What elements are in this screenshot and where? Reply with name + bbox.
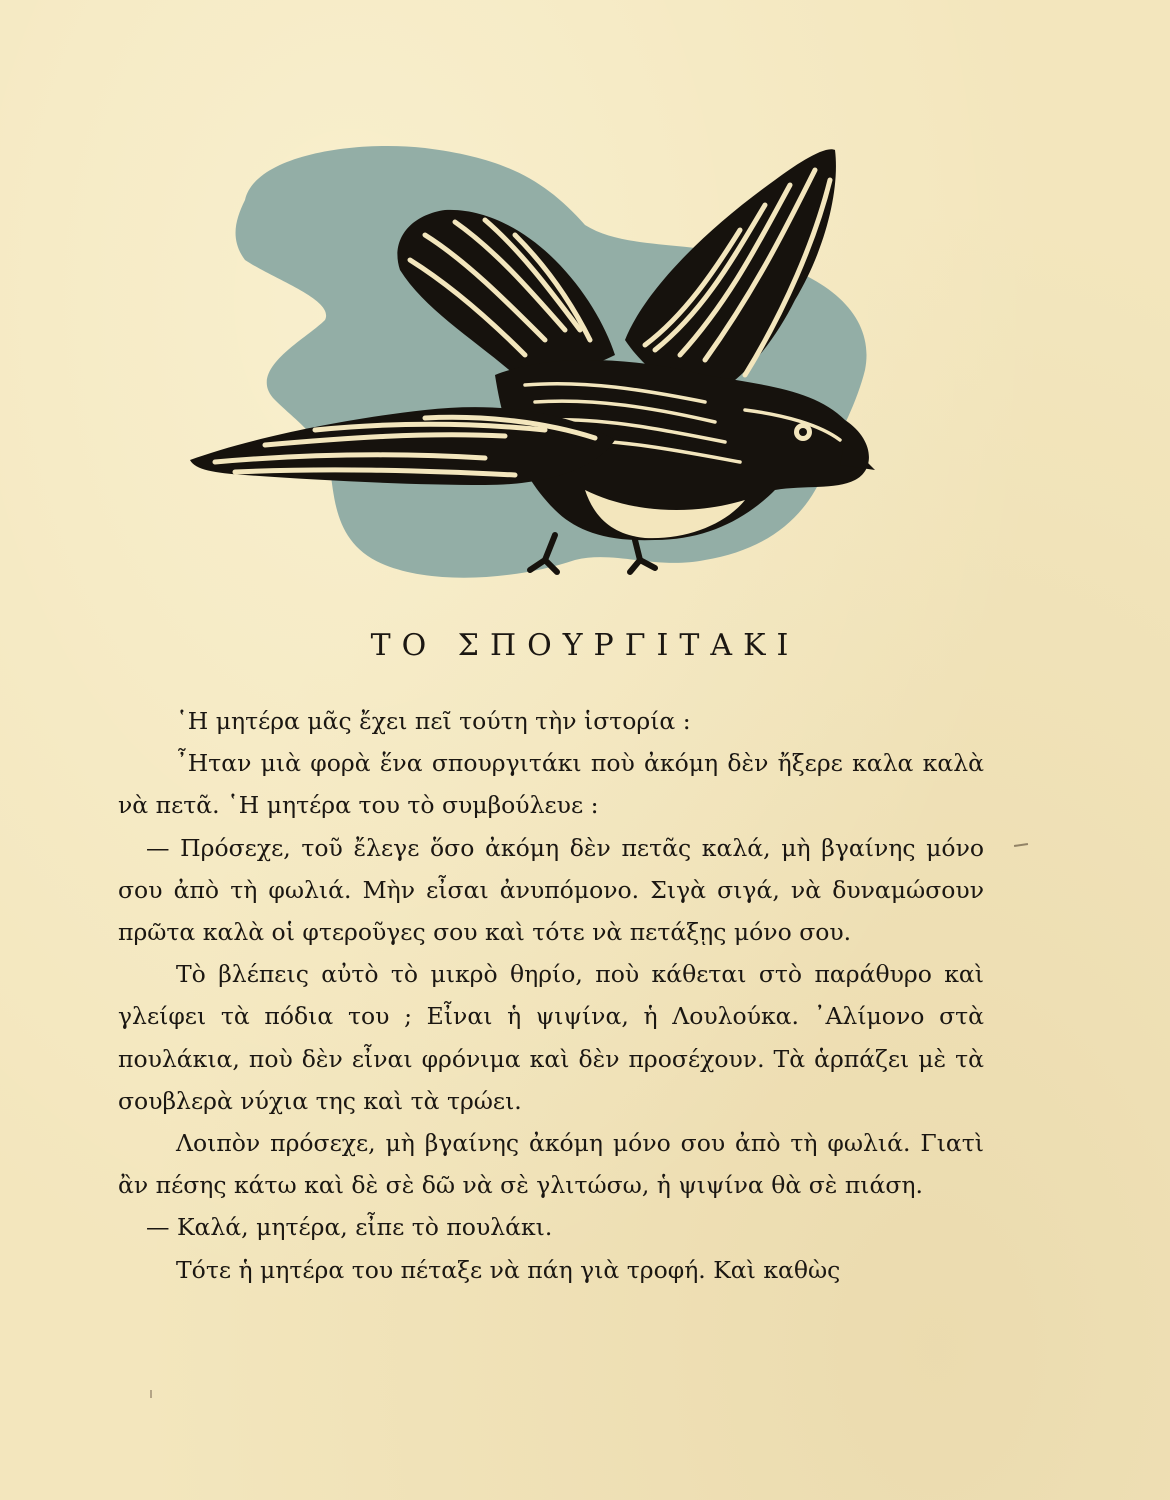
paragraph-2: ῏Ηταν μιὰ φορὰ ἕνα σπουργιτάκι ποὺ ἀκόμη δὲν ἤξερε καλα καλὰ νὰ πετᾶ. ῾Η μητέρα του τὸ συμβούλευε : — [118, 749, 984, 820]
sparrow-woodcut-icon — [185, 140, 885, 590]
paragraph-1: ῾Η μητέρα μᾶς ἔχει πεῖ τούτη τὴν ἱστορία : — [176, 707, 691, 735]
paragraph-4: Τὸ βλέπεις αὐτὸ τὸ μικρὸ θηρίο, ποὺ κάθεται στὸ παράθυρο καὶ γλείφει τὰ πόδια του ; Εἶναι ἡ ψιψίνα, ἡ Λουλούκα. ᾿Αλίμονο στὰ πουλάκια, ποὺ δὲν εἶναι φρόνιμα καὶ δὲν προσέχουν. Τὰ ἁρπάζει μὲ τὰ σουβλερὰ νύχια της καὶ τὰ τρώει. — [118, 960, 984, 1115]
story-title: ΤΟ ΣΠΟΥΡΓΙΤΑΚΙ — [370, 628, 800, 663]
ink-mark — [1014, 843, 1028, 847]
paper-speck — [150, 1390, 152, 1398]
paragraph-7: Τότε ἡ μητέρα του πέταξε νὰ πάη γιὰ τροφή. Καὶ καθὼς — [176, 1255, 841, 1284]
paragraph-6: — Καλά, μητέρα, εἶπε τὸ πουλάκι. — [146, 1213, 553, 1242]
paragraph-3: — Πρόσεχε, τοῦ ἔλεγε ὅσο ἀκόμη δὲν πετᾶς καλά, μὴ βγαίνης μόνο σου ἀπὸ τὴ φωλιά. Μὴν εἶσαι ἀνυπόμονο. Σιγὰ σιγά, νὰ δυναμώσουν πρῶτα καλὰ οἱ φτεροῦγες σου καὶ τότε νὰ πετάξῃς μόνο σου. — [118, 833, 984, 947]
story-text — [118, 700, 984, 1291]
paragraph-5: Λοιπὸν πρόσεχε, μὴ βγαίνης ἀκόμη μόνο σου ἀπὸ τὴ φωλιά. Γιατὶ ἂν πέσης κάτω καὶ δὲ σὲ δῶ νὰ σὲ γλιτώσω, ἡ ψιψίνα θὰ σὲ πιάση. — [118, 1129, 984, 1200]
